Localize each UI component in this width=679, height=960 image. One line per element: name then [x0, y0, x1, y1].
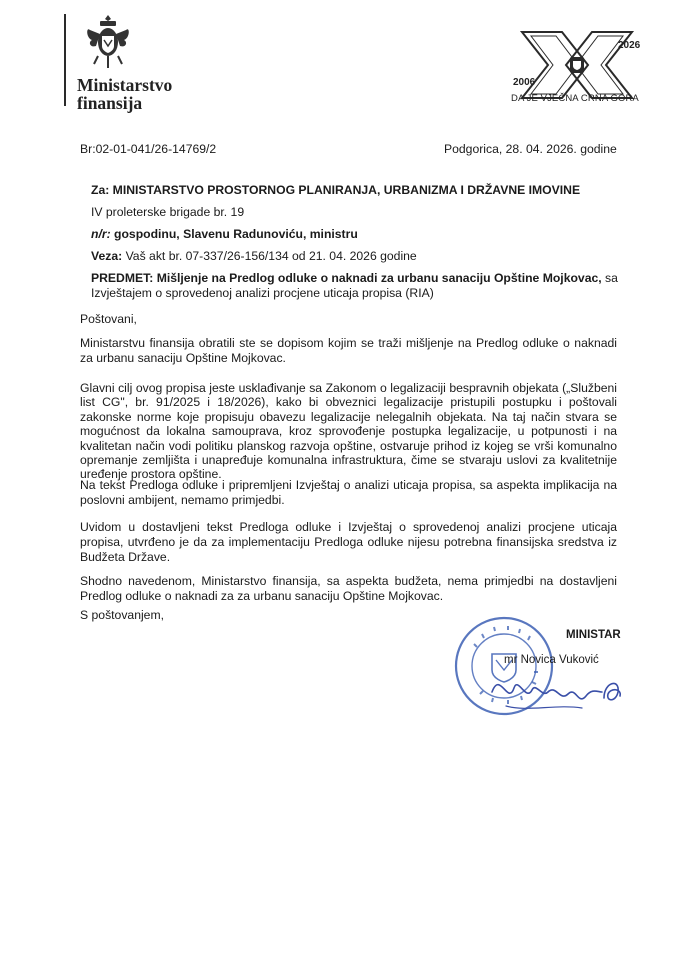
recipient-label: Za: [91, 183, 110, 197]
paragraph-1: Ministarstvu finansija obratili ste se dopisom kojim se traži mišljenje na Predlog odluke o naknadi za urbanu sanaciju Opštine Mojkovac. [80, 336, 617, 365]
greeting: Poštovani, [80, 312, 137, 326]
recipient-street: IV proleterske brigade br. 19 [91, 205, 245, 219]
paragraph-4: Uvidom u dostavljeni tekst Predloga odluke i Izvještaj o sprovedenoj analizi procjene uticaja propisa, utvrđeno je da za implementaciju Predloga odluke nijesu potrebna finansijska sredstva iz Budžeta Države. [80, 520, 617, 564]
anniversary-year-bottom: 2006 [513, 77, 536, 88]
signatory-name: mr Novica Vuković [504, 654, 599, 666]
ministry-name-line1: Ministarstvo [77, 75, 173, 95]
signatory-title: MINISTAR [566, 629, 621, 641]
anniversary-motto: DA JE VJEČNA CRNA GORA [511, 93, 639, 104]
place-date: Podgorica, 28. 04. 2026. godine [444, 142, 617, 156]
subject-line-2: Izvještajem o sprovedenoj analizi procjene uticaja propisa (RIA) [91, 286, 434, 300]
reference-link-label: Veza: [91, 249, 123, 263]
handwritten-signature-icon [486, 662, 636, 720]
ministry-name [77, 76, 172, 112]
recipient-line [91, 183, 580, 198]
subject-tail: sa [605, 271, 618, 285]
closing: S poštovanjem, [80, 608, 165, 622]
reference-number: Br:02-01-041/26-14769/2 [80, 142, 217, 156]
reference-link-line [91, 249, 417, 264]
recipient-name: MINISTARSTVO PROSTORNOG PLANIRANJA, URBANIZMA I DRŽAVNE IMOVINE [112, 183, 581, 197]
paragraph-2: Glavni cilj ovog propisa jeste usklađivanje sa Zakonom o legalizaciji bespravnih objekata („Službeni list CG", br. 91/2025 i 18/2026), kako bi obveznici legalizacije pristupili postupku i poštovali zakonske norme koje propisuju obavezu legalizacije nelegalnih objekata. Na taj način stvara se mogućnost da lokalna samouprava, kroz sprovođenje postupka legalizacije, u potpunosti i na kvalitetan način vodi politiku planskog razvoja opštine, ostvaruje prihod iz kojeg se vrši komunalno opremanje zemljišta i unapređuje komunalna infrastruktura, čime se stvaraju uslovi za kvalitetnije uređenje prostora opštine. [80, 381, 617, 482]
ministry-name-line2: finansija [77, 93, 143, 113]
attention-label: n/r: [91, 227, 111, 241]
header-divider [64, 14, 66, 106]
attention-name: gospodinu, Slavenu Radunoviću, ministru [114, 227, 358, 241]
subject-text: Mišljenje na Predlog odluke o naknadi za urbanu sanaciju Opštine Mojkovac, [156, 271, 602, 285]
paragraph-5: Shodno navedenom, Ministarstvo finansija, sa aspekta budžeta, nema primjedbi na dostavljeni Predlog odluke o naknadi za za urbanu sanaciju Opštine Mojkovac. [80, 574, 617, 603]
paragraph-3: Na tekst Predloga odluke i pripremljeni Izvještaj o analizi uticaja propisa, sa aspekta implikacija na poslovni ambijent, nemamo primjedbi. [80, 478, 617, 507]
reference-link: Vaš akt br. 07-337/26-156/134 od 21. 04. 2026 godine [125, 249, 417, 263]
subject-label: PREDMET: [91, 271, 154, 285]
coat-of-arms-icon [84, 12, 132, 74]
attention-line [91, 227, 358, 242]
subject-line [91, 271, 618, 286]
anniversary-year-top: 2026 [618, 40, 641, 51]
